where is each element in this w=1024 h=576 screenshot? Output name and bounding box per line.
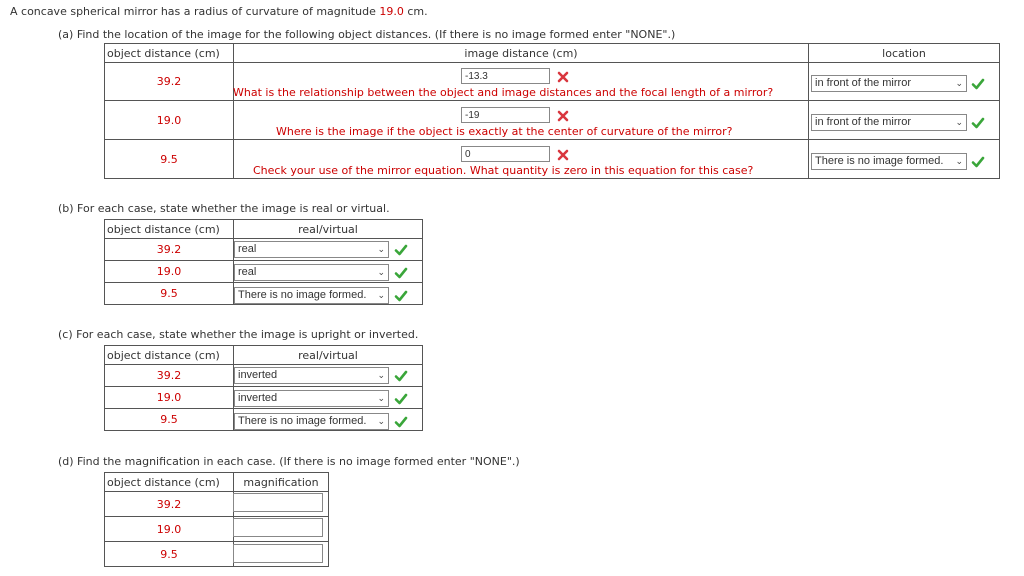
part-d-prompt: (d) Find the magnification in each case. (If there is no image formed enter "NONE".) xyxy=(58,455,520,468)
col-magnification: magnification xyxy=(234,473,329,492)
check-icon xyxy=(971,116,985,130)
magnification-input[interactable] xyxy=(233,544,323,563)
magnification-input[interactable] xyxy=(233,493,323,512)
check-icon xyxy=(971,155,985,169)
object-distance-cell: 19.0 xyxy=(105,517,234,542)
real-virtual-select[interactable]: real ⌄ xyxy=(234,264,389,281)
magnification-input[interactable] xyxy=(233,518,323,537)
object-distance-cell: 19.0 xyxy=(105,261,234,283)
orientation-select[interactable]: inverted ⌄ xyxy=(234,390,389,407)
cross-icon xyxy=(557,71,569,83)
col-object-distance: object distance (cm) xyxy=(105,473,234,492)
object-distance-cell: 39.2 xyxy=(105,365,234,387)
check-icon xyxy=(394,266,408,280)
check-icon xyxy=(394,289,408,303)
object-distance-cell: 19.0 xyxy=(105,101,234,140)
check-icon xyxy=(394,369,408,383)
object-distance-cell: 19.0 xyxy=(105,387,234,409)
real-virtual-select[interactable]: real ⌄ xyxy=(234,241,389,258)
cross-icon xyxy=(557,149,569,161)
object-distance-cell: 39.2 xyxy=(105,63,234,101)
orientation-select[interactable]: inverted ⌄ xyxy=(234,367,389,384)
col-object-distance: object distance (cm) xyxy=(105,346,234,365)
feedback-hint: Check your use of the mirror equation. What quantity is zero in this equation for this case? xyxy=(253,164,754,177)
real-virtual-select[interactable]: There is no image formed. ⌄ xyxy=(234,287,389,304)
check-icon xyxy=(394,415,408,429)
col-object-distance: object distance (cm) xyxy=(105,220,234,239)
object-distance-cell: 9.5 xyxy=(105,283,234,305)
feedback-hint: What is the relationship between the object and image distances and the focal length of a mirror? xyxy=(233,86,774,99)
object-distance-cell: 9.5 xyxy=(105,140,234,179)
object-distance-cell: 9.5 xyxy=(105,542,234,567)
object-distance-cell: 9.5 xyxy=(105,409,234,431)
chevron-down-icon: ⌄ xyxy=(955,156,963,166)
col-location: location xyxy=(809,44,1000,63)
col-upright-inverted: real/virtual xyxy=(234,346,423,365)
location-select[interactable]: There is no image formed. ⌄ xyxy=(811,153,967,170)
location-select[interactable]: in front of the mirror ⌄ xyxy=(811,75,967,92)
part-a-prompt: (a) Find the location of the image for the following object distances. (If there is no image formed enter "NONE".) xyxy=(58,28,676,41)
chevron-down-icon: ⌄ xyxy=(377,393,385,403)
location-select[interactable]: in front of the mirror ⌄ xyxy=(811,114,967,131)
image-distance-input[interactable]: -13.3 xyxy=(461,68,550,84)
chevron-down-icon: ⌄ xyxy=(377,267,385,277)
col-real-virtual: real/virtual xyxy=(234,220,423,239)
chevron-down-icon: ⌄ xyxy=(955,78,963,88)
col-image-distance: image distance (cm) xyxy=(234,44,809,63)
check-icon xyxy=(394,243,408,257)
object-distance-cell: 39.2 xyxy=(105,492,234,517)
chevron-down-icon: ⌄ xyxy=(377,290,385,300)
cross-icon xyxy=(557,110,569,122)
radius-value: 19.0 xyxy=(379,5,404,18)
col-object-distance: object distance (cm) xyxy=(105,44,234,63)
chevron-down-icon: ⌄ xyxy=(377,370,385,380)
check-icon xyxy=(971,77,985,91)
chevron-down-icon: ⌄ xyxy=(377,416,385,426)
problem-statement: A concave spherical mirror has a radius of curvature of magnitude 19.0 cm. xyxy=(10,5,428,18)
feedback-hint: Where is the image if the object is exactly at the center of curvature of the mirror? xyxy=(276,125,733,138)
image-distance-input[interactable]: 0 xyxy=(461,146,550,162)
chevron-down-icon: ⌄ xyxy=(955,117,963,127)
image-distance-input[interactable]: -19 xyxy=(461,107,550,123)
part-c-prompt: (c) For each case, state whether the image is upright or inverted. xyxy=(58,328,419,341)
part-b-prompt: (b) For each case, state whether the image is real or virtual. xyxy=(58,202,390,215)
check-icon xyxy=(394,392,408,406)
orientation-select[interactable]: There is no image formed. ⌄ xyxy=(234,413,389,430)
chevron-down-icon: ⌄ xyxy=(377,244,385,254)
object-distance-cell: 39.2 xyxy=(105,239,234,261)
